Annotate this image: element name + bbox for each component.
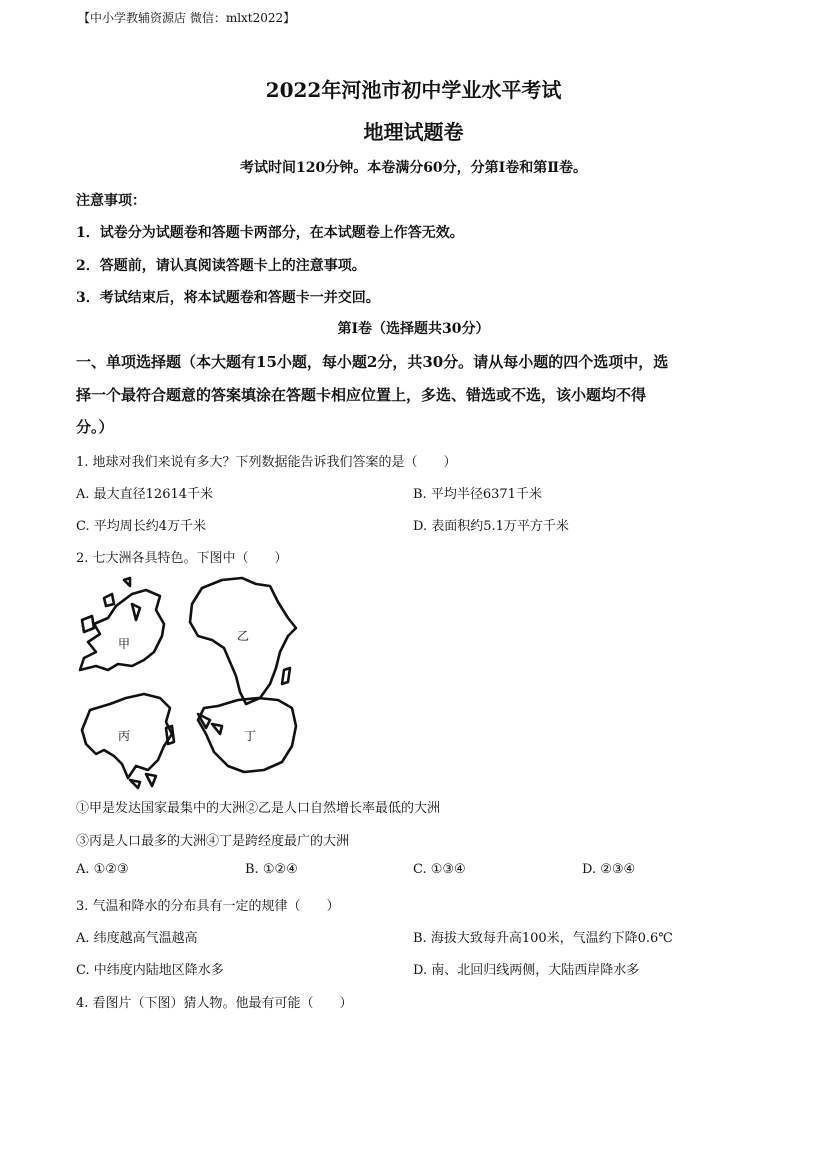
notice-item: 1．试卷分为试题卷和答题卡两部分，在本试题卷上作答无效。 [76, 225, 464, 241]
instruction-line: 一、单项选择题（本大题有15小题，每小题2分，共30分。请从每小题的四个选项中，选 [76, 353, 669, 371]
exam-title: 2022年河池市初中学业水平考试 [265, 78, 562, 102]
continent-maps-figure [74, 574, 314, 792]
map-label-ding: 丁 [244, 729, 257, 743]
map-label-jia: 甲 [118, 637, 131, 651]
instruction-line: 分。） [76, 418, 114, 436]
q2-option-d: D. ②③④ [582, 862, 636, 877]
q1-option-c: C. 平均周长约4万千米 [76, 519, 207, 534]
notice-heading: 注意事项： [76, 193, 146, 209]
q2-statements-line: ③丙是人口最多的大洲④丁是跨经度最广的大洲 [76, 834, 350, 849]
exam-info: 考试时间120分钟。本卷满分60分，分第Ⅰ卷和第Ⅱ卷。 [239, 160, 588, 176]
q3-option-a: A. 纬度越高气温越高 [76, 931, 198, 946]
question-3-stem: 3. 气温和降水的分布具有一定的规律（ ） [76, 899, 340, 914]
map-label-yi: 乙 [237, 629, 250, 643]
q1-option-a: A. 最大直径12614千米 [76, 487, 214, 502]
q3-option-b: B. 海拔大致每升高100米，气温约下降0.6℃ [413, 931, 673, 946]
map-label-bing: 丙 [118, 729, 131, 743]
q1-option-d: D. 表面积约5.1万平方千米 [413, 519, 569, 534]
q2-option-c: C. ①③④ [413, 862, 466, 877]
question-1-stem: 1. 地球对我们来说有多大？下列数据能告诉我们答案的是（ ） [76, 455, 457, 470]
q2-statements-line: ①甲是发达国家最集中的大洲②乙是人口自然增长率最低的大洲 [76, 801, 441, 816]
notice-item: 2．答题前，请认真阅读答题卡上的注意事项。 [76, 258, 366, 274]
q1-option-b: B. 平均半径6371千米 [413, 487, 542, 502]
section-title: 第Ⅰ卷（选择题共30分） [337, 321, 490, 337]
q3-option-d: D. 南、北回归线两侧，大陆西岸降水多 [413, 963, 640, 978]
notice-item: 3．考试结束后，将本试题卷和答题卡一并交回。 [76, 290, 380, 306]
question-4-stem: 4. 看图片（下图）猜人物。他最有可能（ ） [76, 996, 353, 1011]
question-2-stem: 2. 七大洲各具特色。下图中（ ） [76, 551, 288, 566]
q2-option-a: A. ①②③ [76, 862, 129, 877]
q3-option-c: C. 中纬度内陆地区降水多 [76, 963, 224, 978]
exam-subtitle: 地理试题卷 [363, 120, 464, 144]
instruction-line: 择一个最符合题意的答案填涂在答题卡相应位置上，多选、错选或不选，该小题均不得 [76, 386, 647, 404]
q2-option-b: B. ①②④ [245, 862, 298, 877]
header-tag: 【中小学教辅资源店 微信：mlxt2022】 [78, 11, 296, 25]
europe-map [80, 578, 164, 670]
